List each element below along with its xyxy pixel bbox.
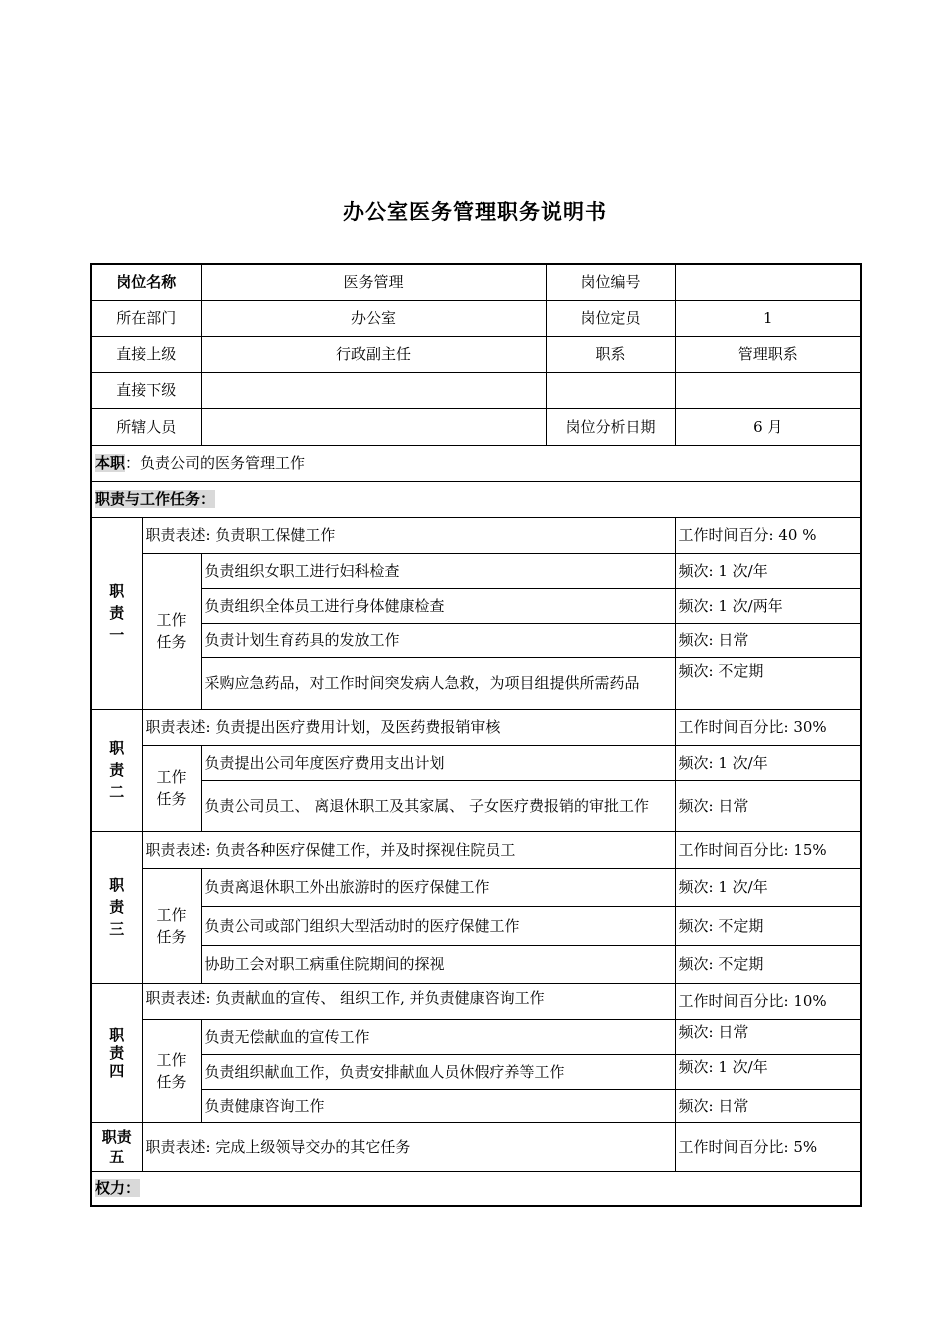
- task-text: 负责组织全体员工进行身体健康检查: [201, 588, 675, 623]
- quanli-cell: [91, 1171, 861, 1206]
- label-department: 所在部门: [91, 300, 201, 336]
- value-headcount: 1: [675, 300, 861, 336]
- quanli-label: 权力：: [95, 1179, 141, 1198]
- value-job-family: 管理职系: [675, 336, 861, 372]
- label-headcount: 岗位定员: [546, 300, 675, 336]
- task-text: 采购应急药品，对工作时间突发病人急救，为项目组提供所需药品: [201, 657, 675, 709]
- task-row: [91, 657, 861, 709]
- task-freq: 频次: 1 次/年: [675, 553, 861, 588]
- label-staff: 所辖人员: [91, 408, 201, 445]
- task-row: [91, 906, 861, 945]
- duty-1-task-label: 工作 任务: [142, 553, 201, 709]
- label-empty: [546, 372, 675, 408]
- value-department: 办公室: [201, 300, 546, 336]
- task-text: 负责组织献血工作，负责安排献血人员休假疗养等工作: [201, 1054, 675, 1089]
- benzhi-row: [91, 445, 861, 481]
- task-row: [91, 780, 861, 831]
- task-row: [91, 745, 861, 780]
- benzhi-text: ：负责公司的医务管理工作: [125, 454, 306, 472]
- task-row: [91, 1054, 861, 1089]
- task-freq: 频次: 不定期: [675, 945, 861, 983]
- duty-1-label: 职 责 一: [91, 517, 142, 709]
- duty-2-task-label: 工作 任务: [142, 745, 201, 831]
- task-row: [91, 623, 861, 657]
- job-description-table: [90, 263, 862, 1207]
- duty-2-desc: 职责表述: 负责提出医疗费用计划，及医药费报销审核: [142, 709, 675, 745]
- duty-desc-row: [91, 1122, 861, 1171]
- task-freq: 频次: 日常: [675, 1089, 861, 1122]
- task-freq: 频次: 不定期: [675, 906, 861, 945]
- duty-3-desc: 职责表述: 负责各种医疗保健工作，并及时探视住院员工: [142, 831, 675, 868]
- task-freq: 频次: 日常: [675, 780, 861, 831]
- info-row: [91, 372, 861, 408]
- task-text: 负责无偿献血的宣传工作: [201, 1019, 675, 1054]
- task-freq: 频次: 1 次/两年: [675, 588, 861, 623]
- value-superior: 行政副主任: [201, 336, 546, 372]
- task-freq: 频次: 1 次/年: [675, 868, 861, 906]
- page-title: 办公室医务管理职务说明书: [343, 200, 607, 224]
- task-text: 负责提出公司年度医疗费用支出计划: [201, 745, 675, 780]
- label-analysis-date: 岗位分析日期: [546, 408, 675, 445]
- value-position-name: 医务管理: [201, 264, 546, 300]
- benzhi-cell: [91, 445, 861, 481]
- duty-5-label: 职责 五: [91, 1122, 142, 1171]
- duty-desc-row: [91, 517, 861, 553]
- task-text: 协助工会对职工病重住院期间的探视: [201, 945, 675, 983]
- label-position-name: 岗位名称: [91, 264, 201, 300]
- label-position-code: 岗位编号: [546, 264, 675, 300]
- quanli-row: [91, 1171, 861, 1206]
- task-row: [91, 553, 861, 588]
- duty-2-pct: 工作时间百分比: 30%: [675, 709, 861, 745]
- value-staff: [201, 408, 546, 445]
- value-analysis-date: 6 月: [675, 408, 861, 445]
- label-subordinate: 直接下级: [91, 372, 201, 408]
- task-text: 负责离退休职工外出旅游时的医疗保健工作: [201, 868, 675, 906]
- task-row: [91, 868, 861, 906]
- task-row: [91, 588, 861, 623]
- task-text: 负责公司员工、 离退休职工及其家属、 子女医疗费报销的审批工作: [201, 780, 675, 831]
- duty-5-desc: 职责表述: 完成上级领导交办的其它任务: [142, 1122, 675, 1171]
- label-superior: 直接上级: [91, 336, 201, 372]
- duty-4-label: 职 责 四: [91, 983, 142, 1122]
- task-text: 负责计划生育药具的发放工作: [201, 623, 675, 657]
- duty-5-pct: 工作时间百分比: 5%: [675, 1122, 861, 1171]
- task-freq: 频次: 日常: [675, 1019, 861, 1054]
- info-row: [91, 300, 861, 336]
- duty-3-label: 职 责 三: [91, 831, 142, 983]
- task-text: 负责健康咨询工作: [201, 1089, 675, 1122]
- task-freq: 频次: 1 次/年: [675, 1054, 861, 1089]
- task-freq: 频次: 不定期: [675, 657, 861, 709]
- duty-4-task-label: 工作 任务: [142, 1019, 201, 1122]
- duty-2-label: 职 责 二: [91, 709, 142, 831]
- duties-header: 职责与工作任务：: [95, 490, 216, 508]
- task-row: [91, 1089, 861, 1122]
- label-job-family: 职系: [546, 336, 675, 372]
- duty-desc-row: [91, 709, 861, 745]
- task-freq: 频次: 1 次/年: [675, 745, 861, 780]
- task-freq: 频次: 日常: [675, 623, 861, 657]
- info-row: [91, 408, 861, 445]
- duty-3-task-label: 工作 任务: [142, 868, 201, 983]
- duty-3-pct: 工作时间百分比: 15%: [675, 831, 861, 868]
- duty-desc-row: [91, 831, 861, 868]
- task-row: [91, 1019, 861, 1054]
- value-empty: [675, 372, 861, 408]
- value-subordinate: [201, 372, 546, 408]
- task-text: 负责公司或部门组织大型活动时的医疗保健工作: [201, 906, 675, 945]
- duty-4-desc: 职责表述: 负责献血的宣传、 组织工作, 并负责健康咨询工作: [142, 983, 675, 1019]
- benzhi-label: 本职: [95, 454, 126, 472]
- duties-header-cell: [91, 481, 861, 517]
- task-text: 负责组织女职工进行妇科检查: [201, 553, 675, 588]
- duties-header-row: [91, 481, 861, 517]
- duty-1-pct: 工作时间百分: 40 %: [675, 517, 861, 553]
- info-row: [91, 264, 861, 300]
- info-row: [91, 336, 861, 372]
- value-position-code: [675, 264, 861, 300]
- duty-desc-row: [91, 983, 861, 1019]
- duty-4-pct: 工作时间百分比: 10%: [675, 983, 861, 1019]
- task-row: [91, 945, 861, 983]
- duty-1-desc: 职责表述: 负责职工保健工作: [142, 517, 675, 553]
